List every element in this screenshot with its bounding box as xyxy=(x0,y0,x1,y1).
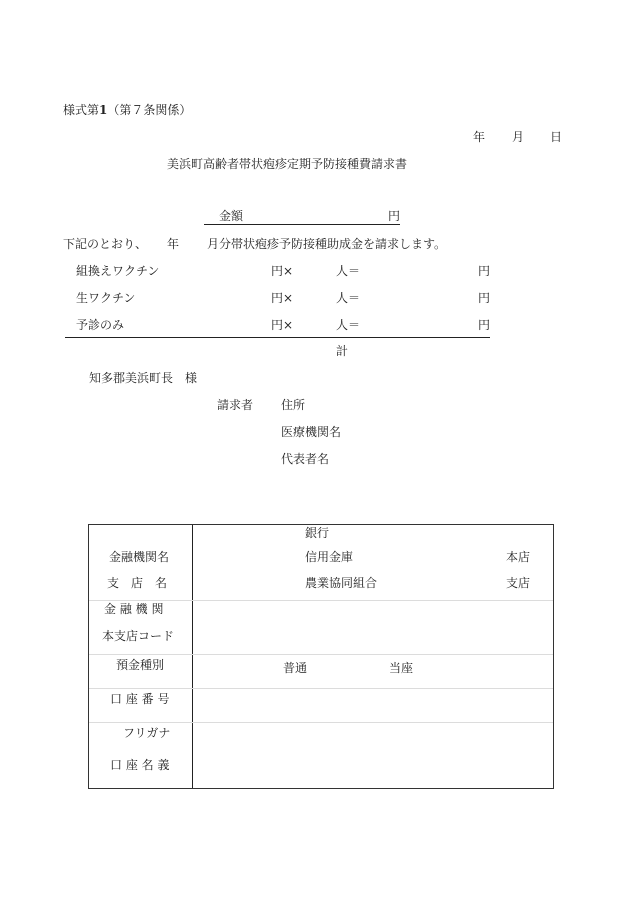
bank-table-rule xyxy=(89,600,553,601)
branch-type-head-office: 本店 xyxy=(506,550,531,564)
account-number-label: 口 座 番 号 xyxy=(110,692,170,706)
bank-code-label-1: 金 融 機 関 xyxy=(104,602,164,616)
form-number-detail: （第７条関係） xyxy=(107,103,192,117)
furigana-label: フリガナ xyxy=(123,726,171,740)
request-year: 年 xyxy=(167,237,180,251)
date-month-label: 月 xyxy=(512,130,525,144)
vaccine-total-unit: 円 xyxy=(478,264,491,278)
vaccine-name-live: 生ワクチン xyxy=(76,291,136,305)
deposit-option-current: 当座 xyxy=(389,661,414,675)
bank-code-label-2: 本支店コード xyxy=(102,629,175,643)
requester-address-label: 住所 xyxy=(281,398,306,412)
form-number-num: 1 xyxy=(99,103,108,117)
vaccine-yen-times: 円× xyxy=(271,318,294,332)
vaccine-yen-times: 円× xyxy=(271,291,294,305)
amount-unit: 円 xyxy=(388,209,401,223)
document-title: 美浜町高齢者帯状疱疹定期予防接種費請求書 xyxy=(167,157,408,171)
addressee: 知多郡美浜町長 様 xyxy=(89,371,198,385)
bank-type-agri-coop: 農業協同組合 xyxy=(305,576,378,590)
total-label: 計 xyxy=(336,344,349,358)
vaccine-people-eq: 人＝ xyxy=(336,264,361,278)
bank-table-rule xyxy=(89,688,553,689)
bank-type-shinkin: 信用金庫 xyxy=(305,550,354,564)
date-year-label: 年 xyxy=(473,130,486,144)
vaccine-total-unit: 円 xyxy=(478,291,491,305)
deposit-type-label: 預金種別 xyxy=(116,658,165,672)
vaccine-people-eq: 人＝ xyxy=(336,291,361,305)
amount-label: 金額 xyxy=(219,209,244,223)
bank-type-bank: 銀行 xyxy=(305,526,330,540)
account-name-label: 口 座 名 義 xyxy=(110,758,170,772)
deposit-option-ordinary: 普通 xyxy=(283,661,308,675)
requester-representative-label: 代表者名 xyxy=(281,452,330,466)
requester-institution-label: 医療機関名 xyxy=(281,425,342,439)
vaccine-yen-times: 円× xyxy=(271,264,294,278)
vaccine-total-unit: 円 xyxy=(478,318,491,332)
bank-name-label: 金融機関名 xyxy=(109,550,170,564)
bank-table-rule xyxy=(89,722,553,723)
branch-type-branch: 支店 xyxy=(506,576,531,590)
date-day-label: 日 xyxy=(550,130,563,144)
vaccine-name-recombinant: 組換えワクチン xyxy=(76,264,160,278)
vaccine-total-rule xyxy=(65,337,490,338)
requester-label: 請求者 xyxy=(217,398,254,412)
form-number-main: 様式第 xyxy=(63,103,100,117)
request-prefix: 下記のとおり、 xyxy=(63,237,148,251)
branch-name-label: 支 店 名 xyxy=(107,576,168,590)
form-number xyxy=(63,104,191,116)
amount-underline xyxy=(204,224,400,225)
bank-table-divider xyxy=(192,525,193,788)
bank-table-rule xyxy=(89,654,553,655)
vaccine-people-eq: 人＝ xyxy=(336,318,361,332)
vaccine-name-exam-only: 予診のみ xyxy=(76,318,125,332)
request-rest: 月分帯状疱疹予防接種助成金を請求します。 xyxy=(207,237,447,251)
